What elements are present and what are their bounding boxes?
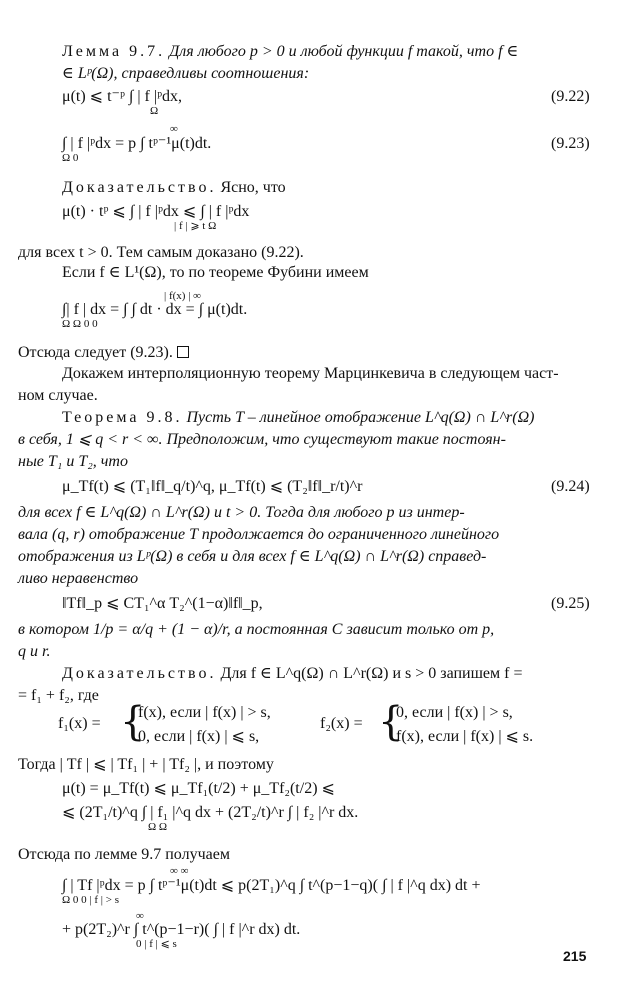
proof-lemma-line: для всех t > 0. Тем самым доказано (9.22). [18,244,304,261]
fubini-upper-limits: | f(x) | ∞ [164,290,201,302]
paragraph-line: Докажем интерполяционную теорему Марцинкевича в следующем част- [62,365,559,382]
theorem-line: ные T₁ и T₂, что [18,453,128,470]
final-equation-line-1: ∫ | Tf |ᵖdx = p ∫ tᵖ⁻¹μ(t)dt ⩽ p(2T₁)^q ∫ t^(p−1−q)( ∫ | f |^q dx) dt + [62,877,481,894]
equation-9-22: μ(t) ⩽ t⁻ᵖ ∫ | f |ᵖdx, [62,88,183,105]
mu-estimate-line-1: μ(t) = μ_Tf(t) ⩽ μ_Tf₁(t/2) + μ_Tf₂(t/2) ⩽ [62,780,335,797]
mu-estimate-line-2: ⩽ (2T₁/t)^q ∫ | f₁ |^q dx + (2T₂/t)^r ∫ | f₂ |^r dx. [62,804,359,821]
proof-theorem-intro: Доказательство. Для f ∈ L^q(Ω) ∩ L^r(Ω) и s > 0 запишем f = [62,665,523,682]
theorem-line: ливо неравенство [18,570,139,587]
equation-number-9-24: (9.24) [551,478,590,495]
proof-lemma-inequality: μ(t) · tᵖ ⩽ ∫ | f |ᵖdx ⩽ ∫ | f |ᵖdx [62,203,250,220]
lemma-9-7-statement: Лемма 9.7. Для любого p > 0 и любой функции f такой, что f ∈ [62,43,519,60]
f1-case-1: f(x), если | f(x) | > s, [138,704,271,721]
theorem-line: q и r. [18,643,51,660]
page-number: 215 [563,948,587,964]
equation-9-23-upper-limit: ∞ [170,123,178,135]
f1-case-2: 0, если | f(x) | ⩽ s, [138,728,260,745]
proof-lemma-inequality-limits: | f | ⩾ t Ω [174,220,217,232]
mu-estimate-limits: Ω Ω [148,821,168,833]
f2-definition-lhs: f₂(x) = [320,715,363,732]
equation-9-22-limit: Ω [150,105,159,117]
qed-square-icon [177,346,189,358]
final-upper-limits: ∞ ∞ [170,865,189,877]
theorem-9-8-statement: Теорема 9.8. Пусть T – линейное отображение L^q(Ω) ∩ L^r(Ω) [62,409,535,426]
equation-9-24: μ_Tf(t) ⩽ (T₁‖f‖_q/t)^q, μ_Tf(t) ⩽ (T₂‖f‖_r/t)^r [62,478,363,495]
equation-9-23-lower-limits: Ω 0 [62,152,79,164]
proof-theorem-line: = f₁ + f₂, где [18,687,99,704]
theorem-line: отображения из Lᵖ(Ω) в себя и для всех f ∈ L^q(Ω) ∩ L^r(Ω) справед- [18,548,487,565]
f1-definition-lhs: f₁(x) = [58,715,101,732]
final-equation-line-2: + p(2T₂)^r ∫ t^(p−1−r)( ∫ | f |^r dx) dt. [62,921,301,938]
f2-case-1: 0, если | f(x) | > s, [396,704,513,721]
final-line-2-upper-limit: ∞ [136,910,144,922]
left-brace-f1: { [120,699,146,745]
left-brace-f2: { [378,699,404,745]
fubini-equation: ∫| f | dx = ∫ ∫ dt · dx = ∫ μ(t)dt. [62,301,248,318]
equation-9-25: ‖Tf‖_p ⩽ CT₁^α T₂^(1−α)‖f‖_p, [62,595,263,612]
theorem-line: вала (q, r) отображение T продолжается до ограниченного линейного [18,526,500,543]
proof-lemma-line: Если f ∈ L¹(Ω), то по теореме Фубини имеем [62,264,369,281]
theorem-line: для всех f ∈ L^q(Ω) ∩ L^r(Ω) и t > 0. Тогда для любого p из интер- [18,504,465,521]
final-line-2-lower-limits: 0 | f | ⩽ s [136,938,177,950]
fubini-lower-limits: Ω Ω 0 0 [62,318,98,330]
paragraph-line: ном случае. [18,387,98,404]
equation-number-9-25: (9.25) [551,595,590,612]
theorem-line: в котором 1/p = α/q + (1 − α)/r, а постоянная C зависит только от p, [18,621,495,638]
f2-case-2: f(x), если | f(x) | ⩽ s. [396,728,534,745]
lemma-9-7-statement-cont: ∈ Lᵖ(Ω), справедливы соотношения: [62,65,310,82]
proof-theorem-line: Тогда | Tf | ⩽ | Tf₁ | + | Tf₂ |, и поэтому [18,756,274,773]
theorem-line: в себя, 1 ⩽ q < r < ∞. Предположим, что существуют такие постоян- [18,431,506,448]
proof-lemma-intro: Доказательство. Ясно, что [62,179,286,196]
proof-theorem-line: Отсюда по лемме 9.7 получаем [18,846,230,863]
equation-9-23: ∫ | f |ᵖdx = p ∫ tᵖ⁻¹μ(t)dt. [62,135,212,152]
equation-number-9-22: (9.22) [551,88,590,105]
equation-number-9-23: (9.23) [551,135,590,152]
final-lower-limits: Ω 0 0 | f | > s [62,894,119,906]
proof-lemma-end: Отсюда следует (9.23). [18,343,189,363]
